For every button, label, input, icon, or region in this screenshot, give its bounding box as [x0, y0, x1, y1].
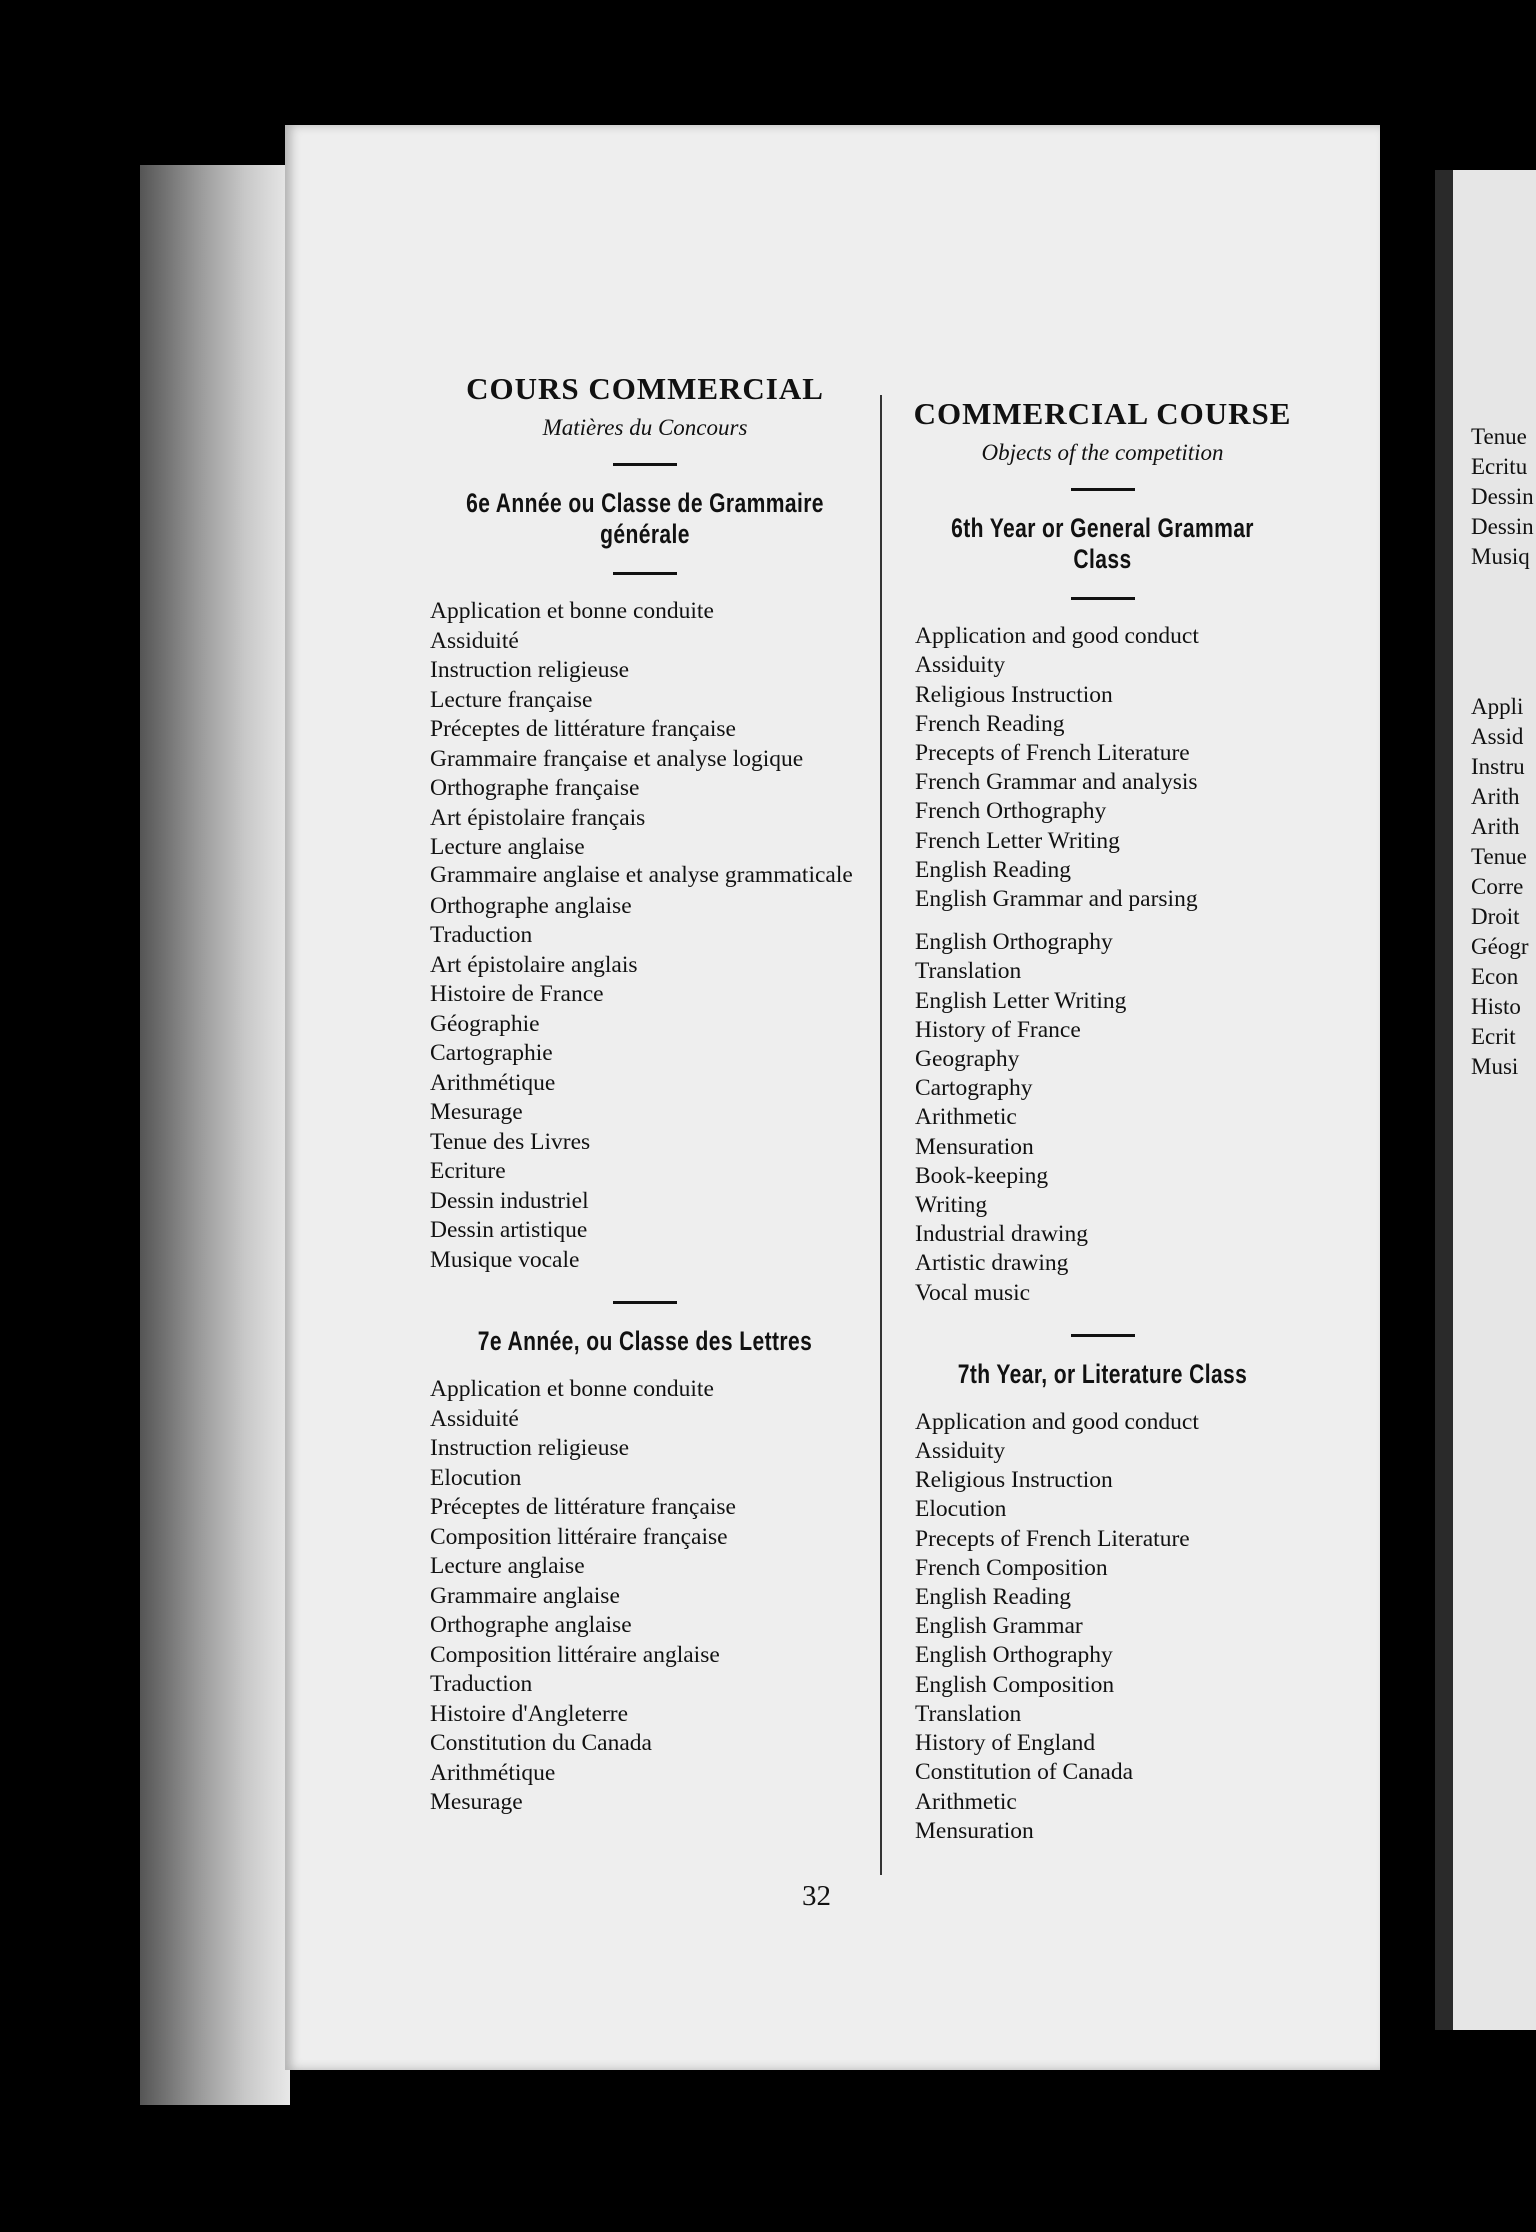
subject-item: Cartographie	[430, 1040, 553, 1067]
next-page-word: Appli	[1471, 694, 1524, 719]
subject-item: Grammaire anglaise	[430, 1582, 620, 1609]
subject-item: Tenue des Livres	[430, 1128, 591, 1155]
course-subtitle: Objects of the competition	[981, 440, 1224, 466]
subject-item: Application et bonne conduite	[430, 598, 714, 625]
subject-item: Musique vocale	[430, 1246, 580, 1273]
subject-item: Grammaire française et analyse logique	[430, 745, 804, 772]
subject-item: French Grammar and analysis	[915, 769, 1198, 796]
subject-item: Grammaire anglaise et analyse grammaticale	[430, 861, 853, 888]
next-page-word: Dessin	[1471, 514, 1534, 539]
subject-item: Préceptes de littérature française	[430, 716, 736, 743]
subject-item: French Composition	[915, 1554, 1108, 1581]
next-page-word: Dessin	[1471, 484, 1534, 509]
divider-rule	[613, 572, 677, 575]
subject-item: Lecture française	[430, 686, 593, 713]
subject-item: French Orthography	[915, 798, 1107, 825]
subject-item: Application et bonne conduite	[430, 1376, 714, 1403]
next-page-word: Ecrit	[1471, 1024, 1516, 1049]
subject-item: English Grammar	[915, 1613, 1083, 1640]
subject-item: English Orthography	[915, 1642, 1113, 1669]
subject-item: Religious Instruction	[915, 681, 1113, 708]
subject-item: Industrial drawing	[915, 1221, 1088, 1248]
subject-item: Instruction religieuse	[430, 657, 630, 684]
divider-rule	[1071, 488, 1135, 491]
subject-item: Assiduité	[430, 627, 519, 654]
subject-item: Book-keeping	[915, 1162, 1049, 1189]
subject-item: Lecture anglaise	[430, 1553, 585, 1580]
subject-item: Constitution du Canada	[430, 1730, 652, 1757]
subject-item: French Reading	[915, 710, 1065, 737]
subject-item: Mensuration	[915, 1133, 1034, 1160]
subject-list	[405, 597, 885, 1275]
next-page-word: Musi	[1471, 1054, 1519, 1079]
next-page-word: Econ	[1471, 964, 1519, 989]
subject-item: Histoire de France	[430, 981, 604, 1008]
subject-item: French Letter Writing	[915, 827, 1120, 854]
subject-item: English Letter Writing	[915, 987, 1127, 1014]
subject-item: History of France	[915, 1016, 1081, 1043]
next-page-word: Arith	[1471, 784, 1520, 809]
subject-item: Arithmétique	[430, 1759, 556, 1786]
subject-item: Instruction religieuse	[430, 1435, 630, 1462]
subject-item: Translation	[915, 1700, 1022, 1727]
section-title: 7th Year, or Literature Class	[957, 1358, 1248, 1389]
subject-item: English Reading	[915, 1584, 1071, 1611]
subject-item: Application and good conduct	[915, 623, 1199, 650]
subject-item: Arithmetic	[915, 1788, 1017, 1815]
subject-item: Orthographe anglaise	[430, 892, 632, 919]
section-title: 6e Année ou Classe de Grammaire générale	[466, 488, 824, 550]
subject-item: Precepts of French Literature	[915, 740, 1190, 766]
subject-item: Arithmetic	[915, 1104, 1017, 1131]
book-page-edges	[140, 165, 290, 2105]
subject-item: Elocution	[915, 1496, 1007, 1523]
subject-item: Géographie	[430, 1010, 540, 1037]
page-gutter-shadow	[1435, 170, 1453, 2030]
subject-item: Mesurage	[430, 1099, 523, 1126]
next-page-word: Corre	[1471, 874, 1524, 899]
section-title: 6th Year or General Grammar Class	[951, 513, 1254, 575]
subject-item: English Orthography	[915, 929, 1113, 956]
subject-item: Geography	[915, 1046, 1020, 1073]
subject-item: Assiduity	[915, 1438, 1006, 1465]
course-title: COMMERCIAL COURSE	[913, 396, 1292, 431]
next-page-word: Ecritu	[1471, 454, 1528, 479]
next-page-word: Instru	[1471, 754, 1525, 779]
subject-item: English Reading	[915, 856, 1071, 883]
subject-item: Constitution of Canada	[915, 1759, 1134, 1786]
french-column	[405, 370, 885, 1818]
subject-item: Assiduité	[430, 1405, 519, 1432]
divider-rule	[613, 463, 677, 466]
next-page-word: Musiq	[1471, 544, 1530, 569]
subject-item: Vocal music	[915, 1279, 1031, 1306]
divider-rule	[1071, 1334, 1135, 1337]
list-gap	[915, 914, 1315, 928]
subject-item: Art épistolaire français	[430, 804, 646, 831]
subject-item: Writing	[915, 1192, 988, 1219]
next-page-word: Géogr	[1471, 934, 1529, 959]
subject-item: Traduction	[430, 922, 533, 949]
subject-item: Préceptes de littérature française	[430, 1494, 736, 1521]
subject-item: Religious Instruction	[915, 1467, 1113, 1494]
english-column	[890, 395, 1315, 1846]
page-number: 32	[802, 1880, 831, 1912]
subject-item: Application and good conduct	[915, 1408, 1199, 1435]
subject-item: Ecriture	[430, 1158, 506, 1185]
subject-item: Cartography	[915, 1075, 1033, 1102]
next-page-word: Tenue	[1471, 424, 1527, 449]
subject-item: Assiduity	[915, 652, 1006, 679]
next-page-word: Arith	[1471, 814, 1520, 839]
next-page-word: Assid	[1471, 724, 1524, 749]
subject-item: Arithmétique	[430, 1069, 556, 1096]
section-title: 7e Année, ou Classe des Lettres	[477, 1326, 813, 1357]
subject-list	[890, 622, 1315, 1308]
subject-item: Lecture anglaise	[430, 834, 585, 861]
subject-item: Mesurage	[430, 1789, 523, 1816]
subject-item: Mensuration	[915, 1817, 1034, 1844]
subject-item: Dessin industriel	[430, 1187, 589, 1214]
subject-item: Art épistolaire anglais	[430, 951, 638, 978]
next-page-fragment	[1435, 170, 1536, 2030]
subject-item: Precepts of French Literature	[915, 1525, 1190, 1552]
course-title: COURS COMMERCIAL	[466, 371, 824, 406]
subject-item: Elocution	[430, 1464, 522, 1491]
divider-rule	[1071, 597, 1135, 600]
subject-item: Artistic drawing	[915, 1250, 1069, 1277]
subject-item: History of England	[915, 1730, 1096, 1757]
next-page-word: Histo	[1471, 994, 1521, 1019]
subject-item: Orthographe anglaise	[430, 1612, 632, 1639]
subject-item: Histoire d'Angleterre	[430, 1700, 629, 1727]
subject-item: Composition littéraire anglaise	[430, 1641, 720, 1668]
next-page-word: Tenue	[1471, 844, 1527, 869]
next-page-word: Droit	[1471, 904, 1520, 929]
subject-list	[405, 1375, 885, 1818]
subject-item: English Grammar and parsing	[915, 886, 1198, 913]
subject-item: English Composition	[915, 1671, 1115, 1698]
subject-item: Dessin artistique	[430, 1217, 588, 1244]
subject-item: Translation	[915, 958, 1022, 985]
divider-rule	[613, 1301, 677, 1304]
subject-item: Traduction	[430, 1671, 533, 1698]
subject-item: Orthographe française	[430, 775, 640, 802]
course-subtitle: Matières du Concours	[542, 415, 748, 441]
subject-item: Composition littéraire française	[430, 1523, 728, 1550]
subject-list	[890, 1408, 1315, 1846]
